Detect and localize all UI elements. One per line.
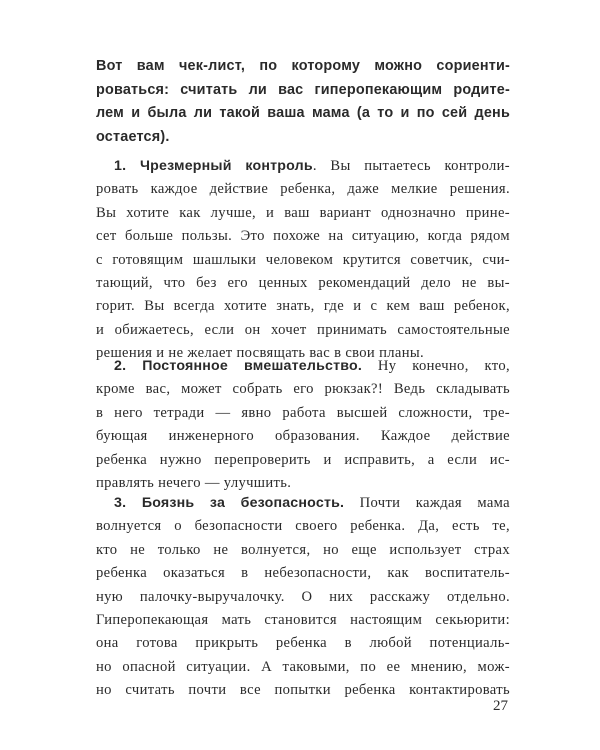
checklist-item-control: [96, 155, 510, 366]
item-text: Почти каждая мама: [344, 495, 510, 511]
item-heading: 3. Боязнь за безопасность.: [114, 495, 345, 511]
item-line: но считать почти все попытки ребенка контактировать: [96, 682, 510, 699]
item-line: ребенка оказаться в небезопасности, как воспитатель-: [96, 565, 510, 582]
item-line: но опасной ситуации. А таковыми, по ее мнению, мож-: [96, 658, 510, 675]
item-line: Гиперопекающая мать становится настоящим секьюрити:: [96, 612, 510, 629]
item-line: ровать каждое действие ребенка, даже мелкие решения.: [96, 181, 510, 198]
checklist-item-interference: [96, 355, 510, 495]
checklist-item-safety: [96, 492, 510, 703]
item-line: в него тетради — явно работа высшей сложности, тре-: [96, 404, 510, 421]
intro-line: Вот вам чек-лист, по которому можно сориенти-: [96, 58, 510, 74]
item-line: кроме вас, может собрать его рюкзак?! Ведь складывать: [96, 381, 510, 398]
item-first-line: [96, 155, 510, 178]
intro-line: лем и была ли такой ваша мама (а то и по сей день: [96, 105, 510, 122]
item-first-line: [96, 492, 510, 515]
item-first-line: [96, 355, 510, 378]
item-line: бующая инженерного образования. Каждое действие: [96, 428, 510, 445]
item-line: ную палочку-выручалочку. О них расскажу отдельно.: [96, 588, 510, 605]
item-line: она готова прикрыть ребенка в любой потенциаль-: [96, 635, 510, 652]
intro-line: остается).: [96, 128, 170, 145]
item-line: и обижаетесь, если он хочет принимать самостоятельные: [96, 321, 510, 338]
page-number: 27: [493, 698, 508, 714]
item-line: ребенка нужно перепроверить и исправить, а если ис-: [96, 451, 510, 468]
item-line: решения и не желает посвящать вас в свои планы.: [96, 345, 425, 362]
item-line: горит. Вы всегда хотите знать, где и с кем ваш ребенок,: [96, 298, 510, 315]
item-heading: 1. Чрезмерный контроль: [114, 158, 313, 174]
item-heading: 2. Постоянное вмешательство.: [114, 358, 362, 374]
intro-paragraph: [96, 55, 510, 149]
item-line: правлять нечего — улучшить.: [96, 475, 292, 492]
item-text: Ну конечно, кто,: [362, 358, 510, 374]
item-line: волнуется о безопасности своего ребенка. Да, есть те,: [96, 518, 510, 535]
item-line: Вы хотите как лучше, и ваш вариант однозначно прине-: [96, 204, 510, 221]
intro-line: роваться: считать ли вас гиперопекающим родите-: [96, 81, 510, 98]
item-text: . Вы пытаетесь контроли-: [312, 158, 510, 174]
item-line: сет больше пользы. Это похоже на ситуацию, когда рядом: [96, 228, 510, 245]
item-line: с готовящим шашлыки человеком крутится советчик, счи-: [96, 251, 510, 268]
item-line: кто не только не волнуется, но еще использует страх: [96, 541, 510, 558]
item-line: тающий, что без его ценных рекомендаций дело не вы-: [96, 275, 510, 292]
